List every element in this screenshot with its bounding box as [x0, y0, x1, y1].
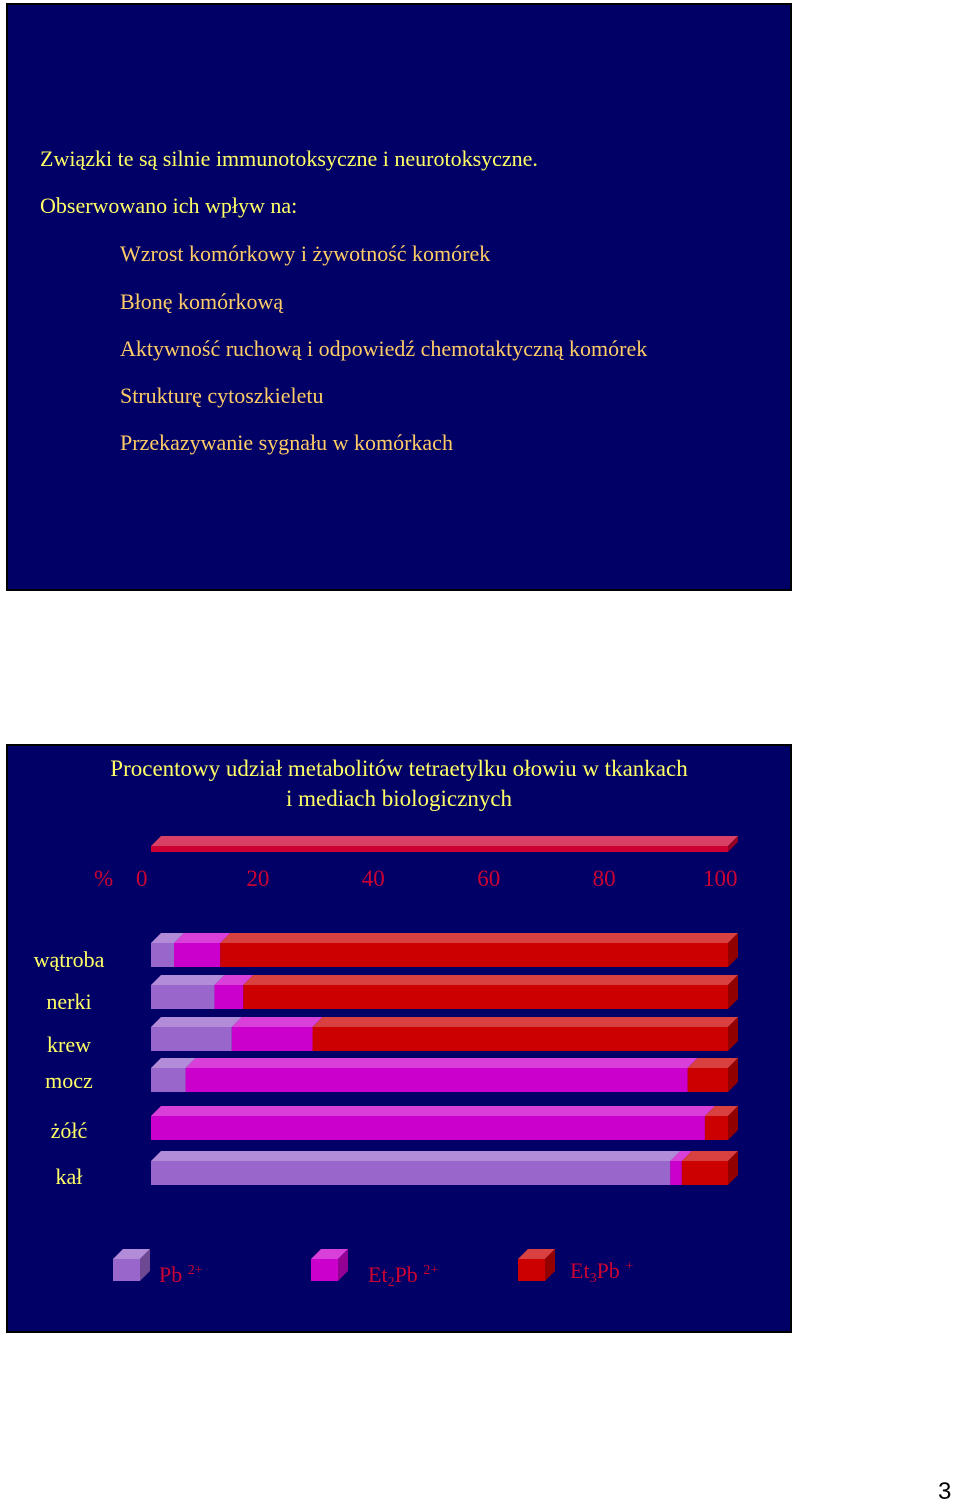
bar-segment-1	[151, 975, 224, 1009]
axis-unit-label: %	[94, 866, 114, 891]
page-number: 3	[938, 1478, 952, 1505]
bar-segment-2	[151, 1106, 715, 1140]
bar-segment-1	[151, 1017, 242, 1051]
bar-segment-3	[682, 1151, 738, 1185]
category-label: mocz	[45, 1068, 93, 1093]
legend-swatch	[113, 1249, 150, 1281]
tick-label: 80	[592, 866, 616, 891]
legend-swatch	[311, 1249, 348, 1281]
bar-segment-3	[220, 933, 738, 967]
legend-label-pb2: Pb $^{2+}$	[159, 1262, 203, 1287]
category-label: krew	[47, 1032, 91, 1057]
bar-segment-3	[243, 975, 738, 1009]
category-label: wątroba	[33, 947, 105, 972]
bar-segment-1	[151, 1151, 680, 1185]
bar-segment-3	[688, 1058, 738, 1092]
slide-text	[6, 3, 792, 591]
legend-label-et3pb: $Et_3Pb$ +	[570, 1258, 634, 1286]
bar-segment-2	[186, 1058, 698, 1092]
list-item: Aktywność ruchową i odpowiedź chemotaktyczną komórek	[120, 336, 648, 361]
intro-line-1: Związki te są silnie immunotoksyczne i neurotoksyczne.	[40, 146, 538, 171]
category-label: kał	[55, 1164, 83, 1189]
legend-label-et2pb: $Et_2Pb$ $^{2+}$	[368, 1262, 439, 1290]
bar-segment-3	[313, 1017, 738, 1051]
tick-label: 100	[703, 866, 738, 891]
chart-title-line-1: Procentowy udział metabolitów tetraetylku ołowiu w tkankach	[110, 756, 688, 781]
tick-label: 40	[361, 866, 385, 891]
list-item: Błonę komórkową	[120, 289, 284, 314]
slide-chart	[6, 744, 792, 1333]
intro-line-2: Obserwowano ich wpływ na:	[40, 193, 298, 218]
chart-title-line-2: i mediach biologicznych	[285, 786, 513, 811]
legend-swatch	[518, 1249, 555, 1281]
bar-segment-3	[705, 1106, 738, 1140]
tick-label: 0	[136, 866, 148, 891]
list-item: Strukturę cytoszkieletu	[120, 383, 324, 408]
list-item: Przekazywanie sygnału w komórkach	[120, 430, 453, 455]
tick-label: 20	[246, 866, 270, 891]
category-label: żółć	[50, 1118, 88, 1143]
category-label: nerki	[46, 989, 92, 1014]
chart-header-band	[151, 836, 738, 852]
list-item: Wzrost komórkowy i żywotność komórek	[120, 241, 491, 266]
tick-label: 60	[477, 866, 501, 891]
bar-segment-2	[232, 1017, 323, 1051]
stacked-bar-chart	[8, 746, 790, 1331]
